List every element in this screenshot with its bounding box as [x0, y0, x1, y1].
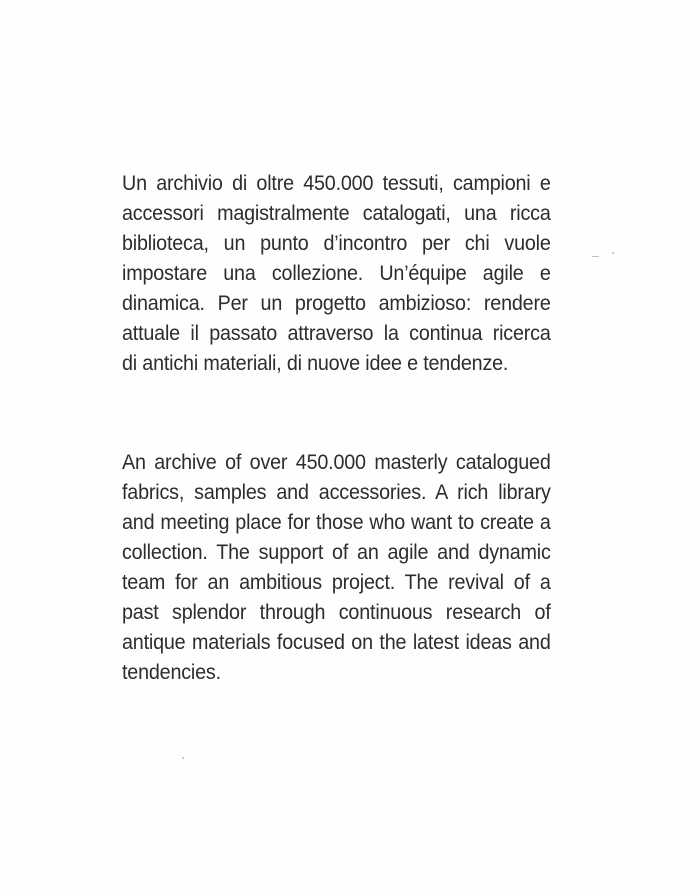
- english-line: tendencies.: [122, 661, 221, 684]
- italian-line: Un archivio di oltre 450.000 tessuti, campioni e: [122, 172, 551, 195]
- italian-line: biblioteca, un punto d’incontro per chi vuole: [122, 232, 551, 255]
- italian-line: di antichi materiali, di nuove idee e tendenze.: [122, 352, 509, 375]
- english-line: and meeting place for those who want to create a: [122, 511, 551, 534]
- scan-speck: [612, 252, 614, 254]
- english-paragraph: [122, 448, 551, 688]
- english-line: antique materials focused on the latest ideas and: [122, 631, 551, 654]
- italian-paragraph: [122, 169, 551, 379]
- italian-line: accessori magistralmente catalogati, una ricca: [122, 202, 551, 225]
- italian-line: impostare una collezione. Un’équipe agile e: [122, 262, 551, 285]
- scan-speck: [182, 757, 184, 759]
- english-line: team for an ambitious project. The revival of a: [122, 571, 551, 594]
- english-line: past splendor through continuous research of: [122, 601, 551, 624]
- english-line: An archive of over 450.000 masterly catalogued: [122, 451, 551, 474]
- italian-line: dinamica. Per un progetto ambizioso: rendere: [122, 292, 551, 315]
- italian-line: attuale il passato attraverso la continua ricerca: [122, 322, 551, 345]
- english-line: collection. The support of an agile and dynamic: [122, 541, 551, 564]
- english-line: fabrics, samples and accessories. A rich library: [122, 481, 551, 504]
- scan-speck: [592, 256, 599, 257]
